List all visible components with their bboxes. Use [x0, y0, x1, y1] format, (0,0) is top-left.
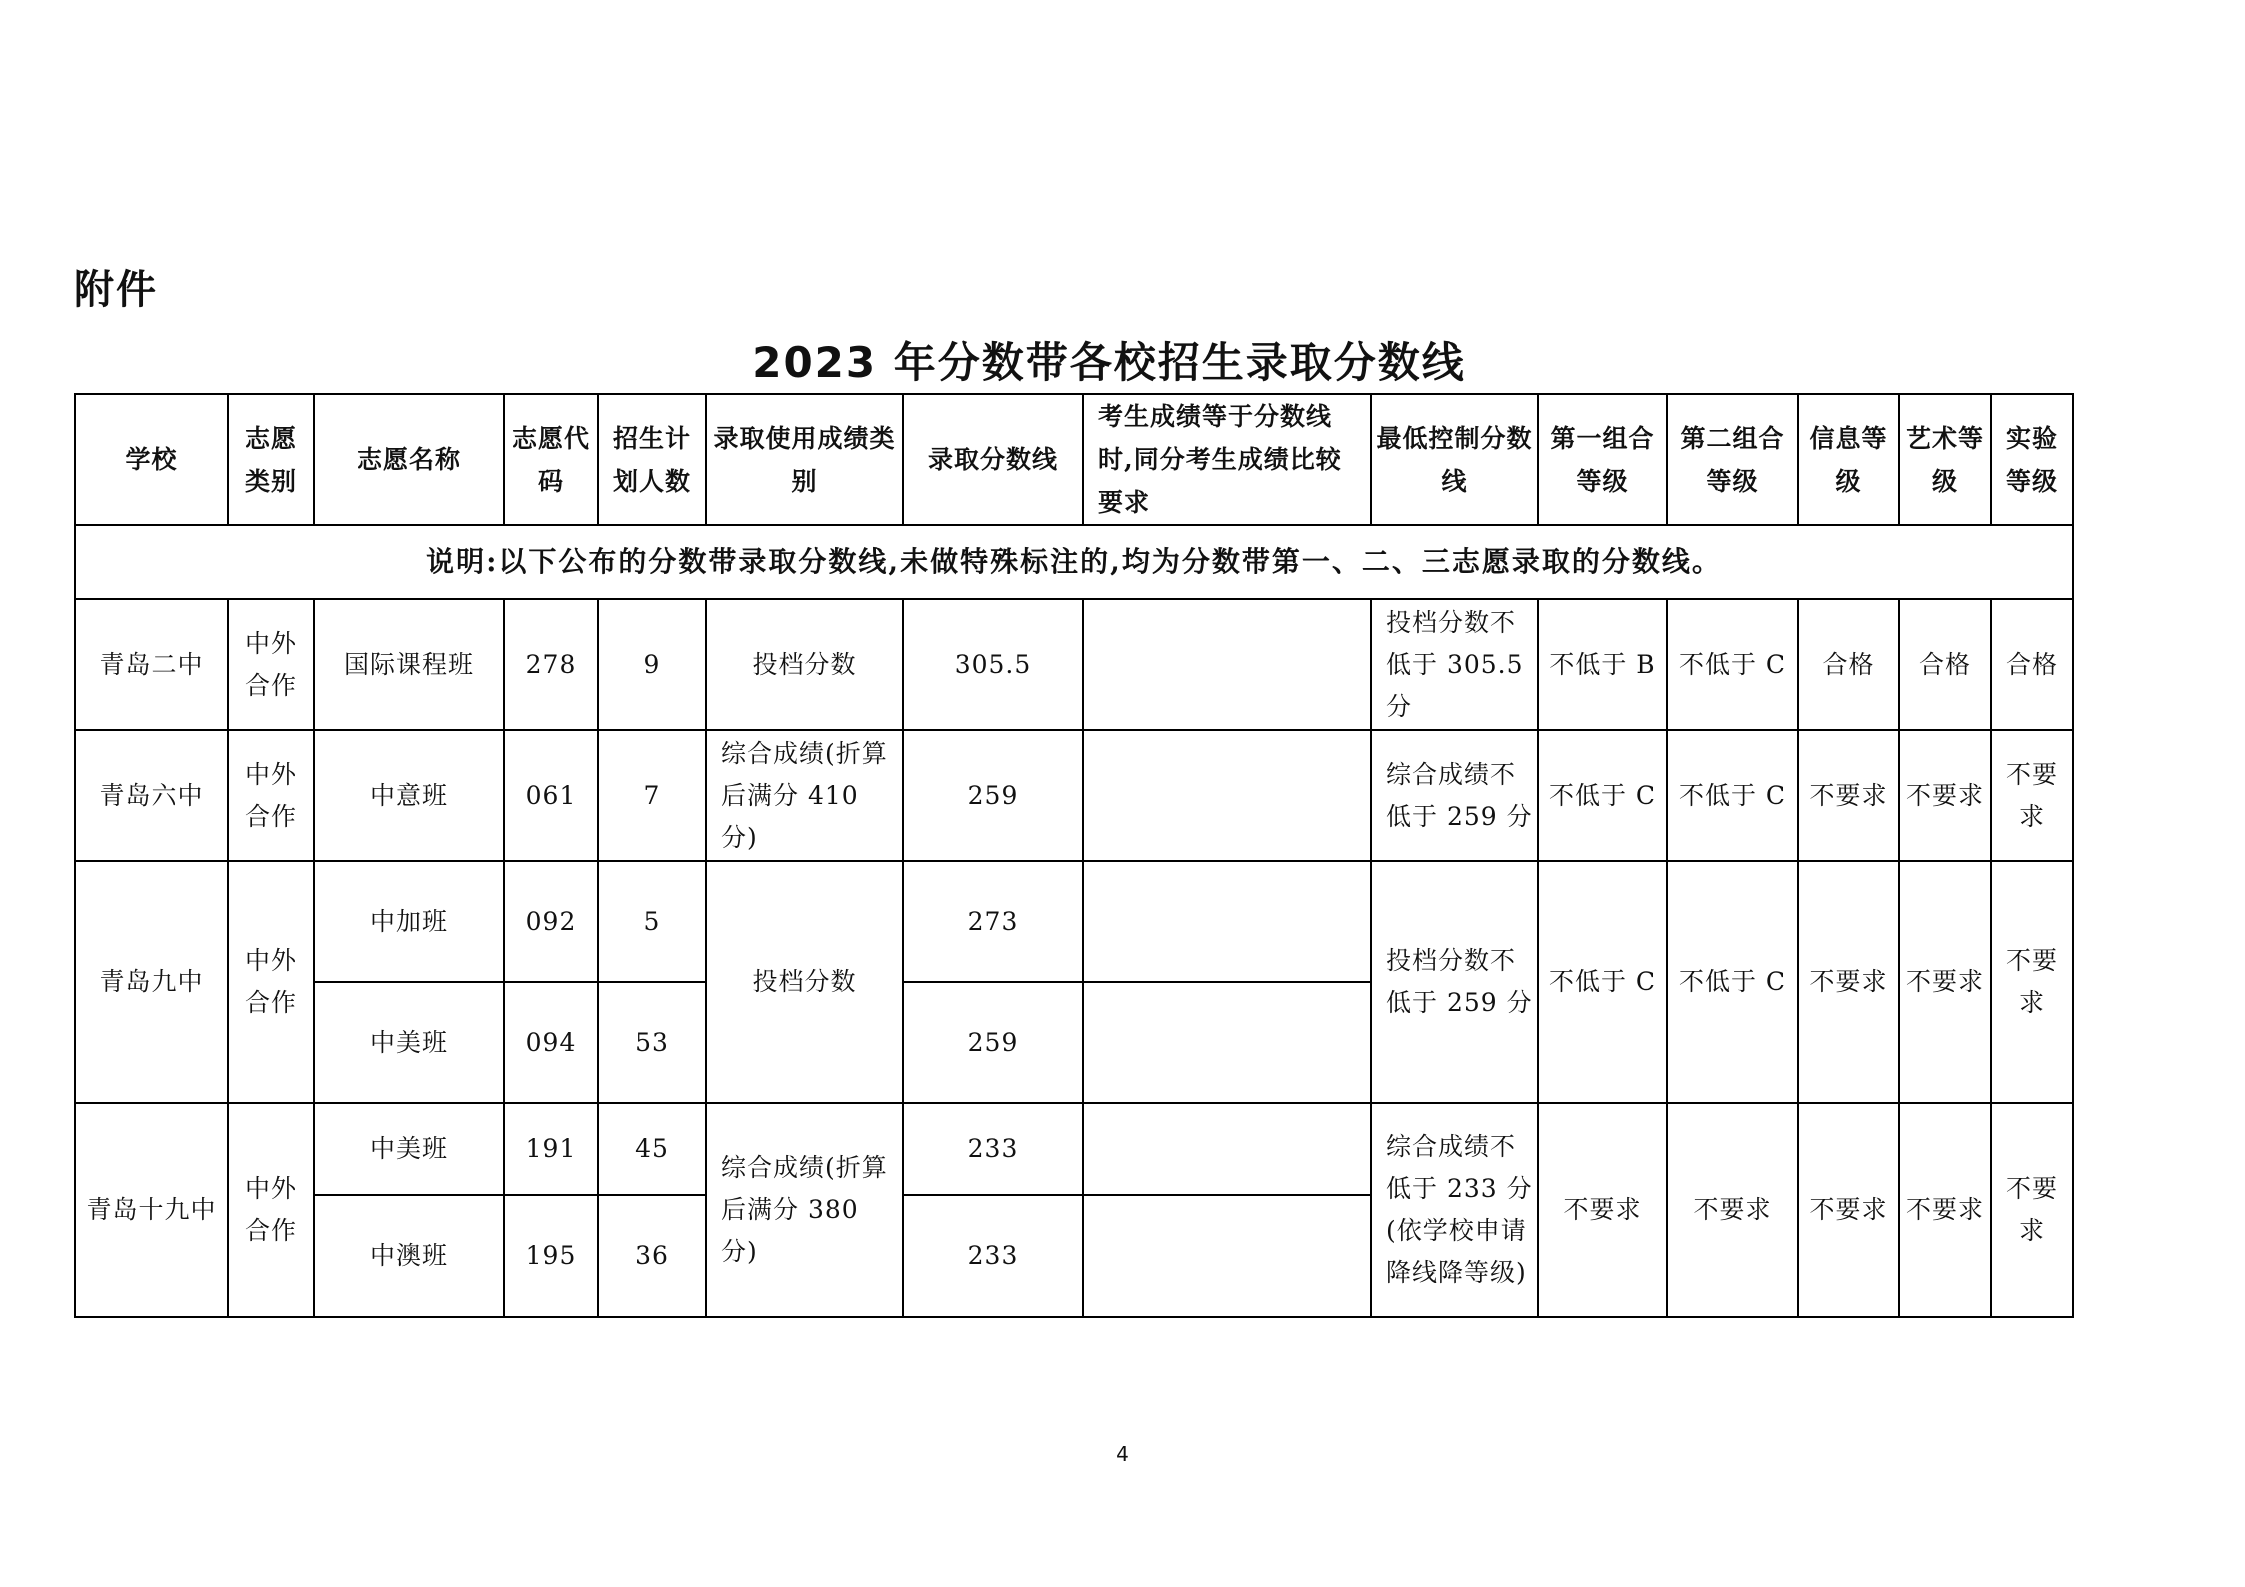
header-tiebreak: 考生成绩等于分数线时,同分考生成绩比较要求: [1083, 394, 1371, 525]
group1-grade-cell: 不低于 C: [1538, 861, 1667, 1103]
header-score-type: 录取使用成绩类别: [706, 394, 903, 525]
art-grade-cell: 不要求: [1899, 730, 1991, 861]
min-control-cell: 投档分数不低于 259 分: [1371, 861, 1538, 1103]
category-cell: 中外合作: [228, 1103, 314, 1317]
note-row: [75, 525, 2073, 599]
cutoff-cell: 273: [903, 861, 1083, 982]
table-row: [75, 730, 2073, 861]
school-cell: 青岛十九中: [75, 1103, 228, 1317]
header-group2: 第二组合等级: [1667, 394, 1798, 525]
program-name-cell: 国际课程班: [314, 599, 504, 730]
header-group1: 第一组合等级: [1538, 394, 1667, 525]
plan-count-cell: 45: [598, 1103, 706, 1195]
header-plan: 招生计划人数: [598, 394, 706, 525]
tiebreak-cell: [1083, 1103, 1371, 1195]
note-text: 说明:以下公布的分数带录取分数线,未做特殊标注的,均为分数带第一、二、三志愿录取的分数线。: [75, 525, 2073, 599]
group1-grade-cell: 不低于 B: [1538, 599, 1667, 730]
program-code-cell: 278: [504, 599, 598, 730]
cutoff-cell: 233: [903, 1195, 1083, 1317]
table-row: [75, 1103, 2073, 1195]
info-grade-cell: 不要求: [1798, 1103, 1899, 1317]
header-row: [75, 394, 2073, 525]
info-grade-cell: 不要求: [1798, 861, 1899, 1103]
category-cell: 中外合作: [228, 599, 314, 730]
cutoff-cell: 259: [903, 982, 1083, 1103]
category-cell: 中外合作: [228, 861, 314, 1103]
tiebreak-cell: [1083, 861, 1371, 982]
group2-grade-cell: 不要求: [1667, 1103, 1798, 1317]
score-type-cell: 综合成绩(折算后满分 410 分): [706, 730, 903, 861]
page-number: 4: [1116, 1442, 1129, 1466]
admission-score-table: [74, 393, 2074, 1318]
school-cell: 青岛九中: [75, 861, 228, 1103]
cutoff-cell: 233: [903, 1103, 1083, 1195]
program-name-cell: 中澳班: [314, 1195, 504, 1317]
min-control-cell: 综合成绩不低于 259 分: [1371, 730, 1538, 861]
program-code-cell: 094: [504, 982, 598, 1103]
program-name-cell: 中美班: [314, 982, 504, 1103]
header-school: 学校: [75, 394, 228, 525]
info-grade-cell: 不要求: [1798, 730, 1899, 861]
school-cell: 青岛二中: [75, 599, 228, 730]
plan-count-cell: 36: [598, 1195, 706, 1317]
header-info: 信息等级: [1798, 394, 1899, 525]
group1-grade-cell: 不要求: [1538, 1103, 1667, 1317]
lab-grade-cell: 不要求: [1991, 730, 2073, 861]
min-control-cell: 综合成绩不低于 233 分(依学校申请降线降等级): [1371, 1103, 1538, 1317]
header-min-control: 最低控制分数线: [1371, 394, 1538, 525]
header-lab: 实验等级: [1991, 394, 2073, 525]
header-code: 志愿代码: [504, 394, 598, 525]
header-name: 志愿名称: [314, 394, 504, 525]
cutoff-cell: 305.5: [903, 599, 1083, 730]
program-code-cell: 195: [504, 1195, 598, 1317]
program-code-cell: 191: [504, 1103, 598, 1195]
group2-grade-cell: 不低于 C: [1667, 599, 1798, 730]
plan-count-cell: 7: [598, 730, 706, 861]
school-cell: 青岛六中: [75, 730, 228, 861]
score-type-cell: 综合成绩(折算后满分 380 分): [706, 1103, 903, 1317]
appendix-label: 附件: [74, 267, 158, 313]
cutoff-cell: 259: [903, 730, 1083, 861]
group2-grade-cell: 不低于 C: [1667, 730, 1798, 861]
header-cutoff: 录取分数线: [903, 394, 1083, 525]
min-control-cell: 投档分数不低于 305.5 分: [1371, 599, 1538, 730]
program-name-cell: 中意班: [314, 730, 504, 861]
tiebreak-cell: [1083, 730, 1371, 861]
plan-count-cell: 5: [598, 861, 706, 982]
group2-grade-cell: 不低于 C: [1667, 861, 1798, 1103]
score-type-cell: 投档分数: [706, 861, 903, 1103]
header-category: 志愿类别: [228, 394, 314, 525]
art-grade-cell: 合格: [1899, 599, 1991, 730]
plan-count-cell: 9: [598, 599, 706, 730]
lab-grade-cell: 不要求: [1991, 861, 2073, 1103]
info-grade-cell: 合格: [1798, 599, 1899, 730]
tiebreak-cell: [1083, 1195, 1371, 1317]
tiebreak-cell: [1083, 982, 1371, 1103]
program-name-cell: 中加班: [314, 861, 504, 982]
tiebreak-cell: [1083, 599, 1371, 730]
lab-grade-cell: 不要求: [1991, 1103, 2073, 1317]
lab-grade-cell: 合格: [1991, 599, 2073, 730]
art-grade-cell: 不要求: [1899, 861, 1991, 1103]
art-grade-cell: 不要求: [1899, 1103, 1991, 1317]
plan-count-cell: 53: [598, 982, 706, 1103]
header-art: 艺术等级: [1899, 394, 1991, 525]
table-row: [75, 599, 2073, 730]
category-cell: 中外合作: [228, 730, 314, 861]
program-name-cell: 中美班: [314, 1103, 504, 1195]
program-code-cell: 092: [504, 861, 598, 982]
program-code-cell: 061: [504, 730, 598, 861]
group1-grade-cell: 不低于 C: [1538, 730, 1667, 861]
score-type-cell: 投档分数: [706, 599, 903, 730]
page-title: 2023 年分数带各校招生录取分数线: [752, 338, 1466, 387]
table-row: [75, 861, 2073, 982]
